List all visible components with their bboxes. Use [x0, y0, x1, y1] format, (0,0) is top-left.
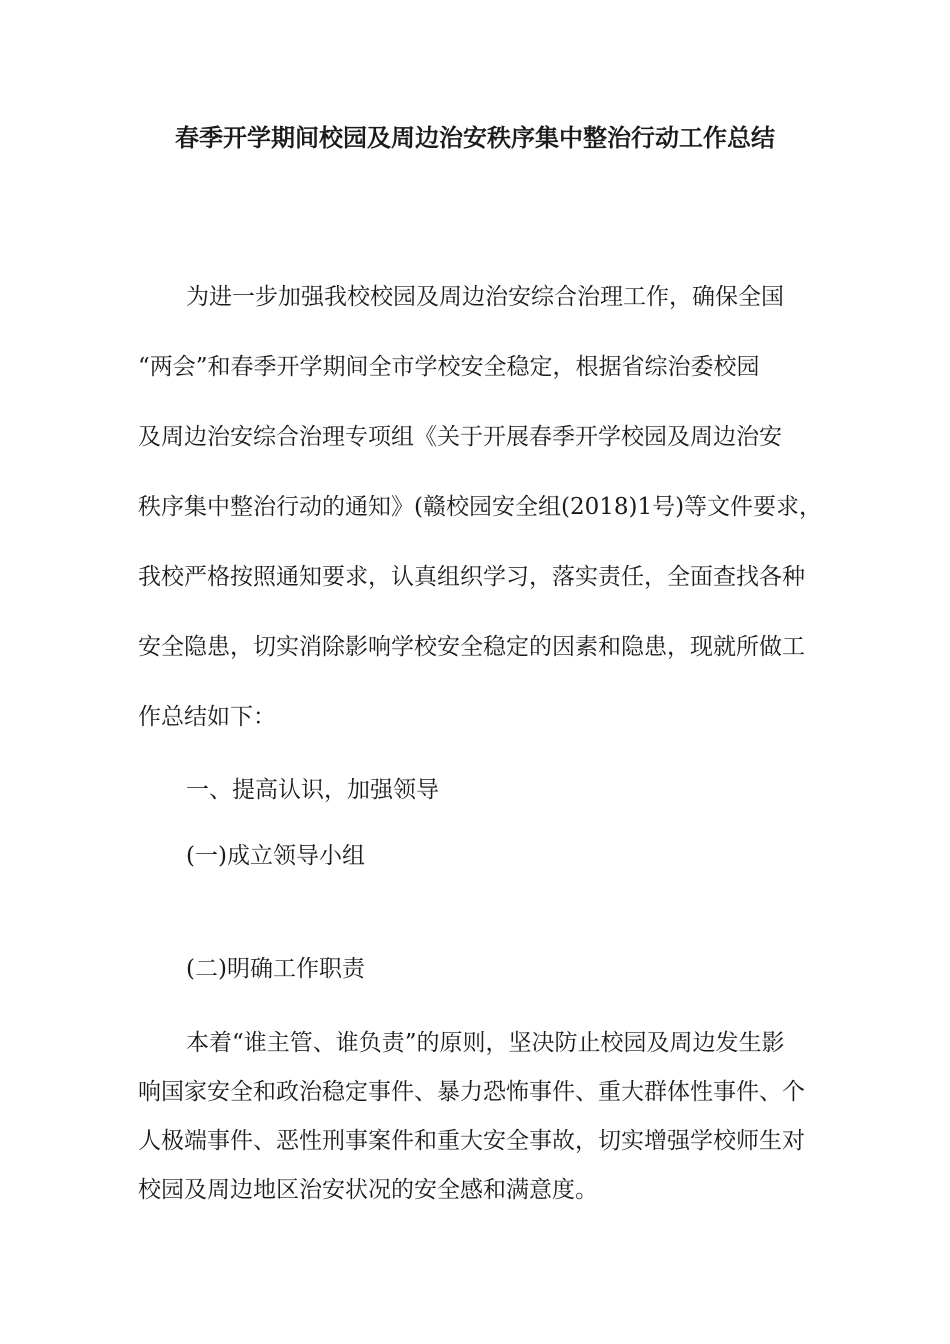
intro-paragraph: [138, 262, 862, 752]
document-title: 春季开学期间校园及周边治安秩序集中整治行动工作总结: [175, 123, 775, 152]
body-paragraph: [138, 1019, 862, 1215]
paragraph-line: “两会”和春季开学期间全市学校安全稳定，根据省综治委校园: [138, 354, 760, 380]
paragraph-line: 人极端事件、恶性刑事案件和重大安全事故，切实增强学校师生对: [138, 1128, 805, 1154]
section-heading: 一、提高认识，加强领导: [186, 777, 439, 803]
paragraph-line: 本着“谁主管、谁负责”的原则，坚决防止校园及周边发生影: [186, 1030, 785, 1056]
paragraph-line: 我校严格按照通知要求，认真组织学习，落实责任，全面查找各种: [138, 564, 805, 590]
paragraph-line: 为进一步加强我校校园及周边治安综合治理工作，确保全国: [186, 284, 784, 310]
subsection-heading: (一)成立领导小组: [186, 843, 365, 869]
subsection-heading: (二)明确工作职责: [186, 956, 365, 982]
paragraph-line: 作总结如下：: [138, 704, 276, 730]
paragraph-line: 安全隐患，切实消除影响学校安全稳定的因素和隐患，现就所做工: [138, 634, 805, 660]
paragraph-line: 及周边治安综合治理专项组《关于开展春季开学校园及周边治安: [138, 424, 782, 450]
paragraph-line: 秩序集中整治行动的通知》(赣校园安全组(2018)1号)等文件要求，: [138, 494, 823, 520]
paragraph-line: 响国家安全和政治稳定事件、暴力恐怖事件、重大群体性事件、个: [138, 1079, 805, 1105]
paragraph-line: 校园及周边地区治安状况的安全感和满意度。: [138, 1177, 598, 1203]
